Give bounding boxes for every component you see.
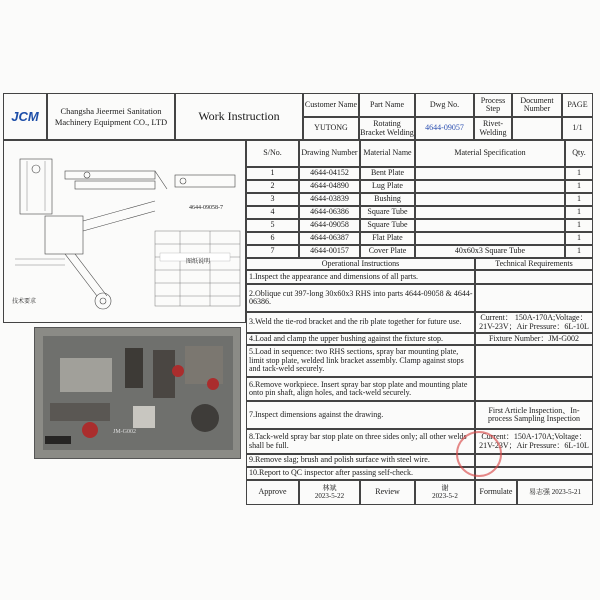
drawing-label-side: 技术要求 xyxy=(12,299,37,305)
bom-cell-drawing: 4644-04890 xyxy=(299,180,360,193)
instruction-step: 7.Inspect dimensions against the drawing. xyxy=(246,401,475,429)
bom-cell-name: Bushing xyxy=(360,193,415,206)
drawing-label-detail: 图纸说明 xyxy=(186,259,211,265)
bom-header-drawing: Drawing Number xyxy=(299,140,360,167)
bom-cell-qty: 1 xyxy=(565,193,593,206)
company-name xyxy=(47,93,175,140)
bom-cell-name: Flat Plate xyxy=(360,232,415,245)
dwg-label: Dwg No. xyxy=(415,93,474,117)
document-value xyxy=(512,117,562,140)
fixture-photo xyxy=(34,327,241,459)
tech-header: Technical Requirements xyxy=(475,258,593,270)
instruction-step: 8.Tack-weld spray bar stop plate on three sides only; all other welds shall be full. xyxy=(246,429,475,454)
photo-label: JM-G002 xyxy=(113,429,137,435)
formulate-label: Formulate xyxy=(475,480,517,505)
bom-header-sno: S/No. xyxy=(246,140,299,167)
instruction-step: 1.Inspect the appearance and dimensions of all parts. xyxy=(246,270,475,284)
bom-cell-sno: 4 xyxy=(246,206,299,219)
drawing-panel xyxy=(3,140,246,323)
bom-cell-qty: 1 xyxy=(565,167,593,180)
page-title: Work Instruction xyxy=(175,93,303,140)
bom-cell-name: Cover Plate xyxy=(360,245,415,258)
drawing-label-title: 4644-09058-7 xyxy=(189,205,223,211)
technical-requirement xyxy=(475,284,593,312)
bom-cell-qty: 1 xyxy=(565,180,593,193)
instruction-step: 3.Weld the tie-rod bracket and the rib plate together for future use. xyxy=(246,312,475,333)
instruction-step: 10.Report to QC inspector after passing self-check. xyxy=(246,467,475,480)
bom-cell-name: Bent Plate xyxy=(360,167,415,180)
bom-cell-name: Lug Plate xyxy=(360,180,415,193)
document-label: Document Number xyxy=(512,93,562,117)
approve-label: Approve xyxy=(246,480,299,505)
bom-cell-drawing: 4644-04152 xyxy=(299,167,360,180)
bom-cell-spec xyxy=(415,167,565,180)
process-value: Rivet-Welding xyxy=(474,117,512,140)
technical-requirement: First Article Inspection、In-process Sampling Inspection xyxy=(475,401,593,429)
bom-cell-qty: 1 xyxy=(565,232,593,245)
bom-cell-spec: 40x60x3 Square Tube xyxy=(415,245,565,258)
approve-signoff: 林斌 2023-5-22 xyxy=(299,480,360,505)
bom-header-qty: Qty. xyxy=(565,140,593,167)
instruction-step: 9.Remove slag; brush and polish surface with steel wire. xyxy=(246,454,475,467)
bom-cell-drawing: 4644-09058 xyxy=(299,219,360,232)
bom-cell-drawing: 4644-03839 xyxy=(299,193,360,206)
instruction-step: 2.Oblique cut 397-long 30x60x3 RHS into parts 4644-09058 & 4644-06386. xyxy=(246,284,475,312)
bom-cell-drawing: 4644-00157 xyxy=(299,245,360,258)
instruction-step: 6.Remove workpiece. Insert spray bar stop plate and mounting plate onto pin shaft, align holes, and tack-weld securely. xyxy=(246,377,475,401)
technical-requirement: Current：150A-170A;Voltage：21V-23V；Air Pressure：6L-10L xyxy=(475,429,593,454)
bom-cell-spec xyxy=(415,219,565,232)
bom-cell-name: Square Tube xyxy=(360,219,415,232)
technical-requirement: Fixture Number：JM-G002 xyxy=(475,333,593,345)
company-seal-stamp xyxy=(456,431,502,477)
part-label: Part Name xyxy=(359,93,415,117)
page-value: 1/1 xyxy=(562,117,593,140)
process-label: Process Step xyxy=(474,93,512,117)
bom-cell-sno: 6 xyxy=(246,232,299,245)
customer-label: Customer Name xyxy=(303,93,359,117)
logo xyxy=(3,93,47,140)
bom-header-material-name: Material Name xyxy=(360,140,415,167)
bom-cell-sno: 2 xyxy=(246,180,299,193)
technical-requirement: Current： 150A-170A;Voltage：21V-23V；Air Pressure：6L-10L xyxy=(475,312,593,333)
customer-value: YUTONG xyxy=(303,117,359,140)
engineering-drawing xyxy=(5,141,245,321)
bom-cell-sno: 3 xyxy=(246,193,299,206)
technical-requirement xyxy=(475,345,593,377)
page-label: PAGE xyxy=(562,93,593,117)
bom-cell-name: Square Tube xyxy=(360,206,415,219)
technical-requirement xyxy=(475,270,593,284)
bom-cell-qty: 1 xyxy=(565,206,593,219)
bom-cell-qty: 1 xyxy=(565,245,593,258)
bom-cell-qty: 1 xyxy=(565,219,593,232)
review-label: Review xyxy=(360,480,415,505)
bom-cell-sno: 5 xyxy=(246,219,299,232)
bom-cell-drawing: 4644-06387 xyxy=(299,232,360,245)
bom-cell-spec xyxy=(415,232,565,245)
logo-text: JCM xyxy=(11,108,39,124)
part-value: Rotating Bracket Welding xyxy=(359,117,415,140)
technical-requirement xyxy=(475,377,593,401)
bom-cell-sno: 1 xyxy=(246,167,299,180)
company-line2: Machinery Equipment CO., LTD xyxy=(54,116,168,127)
bom-cell-drawing: 4644-06386 xyxy=(299,206,360,219)
company-line1: Changsha Jieermei Sanitation xyxy=(60,106,162,117)
dwg-value: 4644-09057 xyxy=(415,117,474,140)
bom-cell-sno: 7 xyxy=(246,245,299,258)
bom-cell-spec xyxy=(415,180,565,193)
bom-header-spec: Material Specification xyxy=(415,140,565,167)
formulate-signoff: 易志强 2023-5-21 xyxy=(517,480,593,505)
bom-cell-spec xyxy=(415,193,565,206)
review-signoff: 谢 2023-5-2 xyxy=(415,480,475,505)
bom-cell-spec xyxy=(415,206,565,219)
instruction-step: 4.Load and clamp the upper bushing against the fixture stop. xyxy=(246,333,475,345)
ops-header: Operational Instructions xyxy=(246,258,475,270)
instruction-step: 5.Load in sequence: two RHS sections, spray bar mounting plate, limit stop plate, welded link bracket assembly. Clamp against stops and tack-weld securely. xyxy=(246,345,475,377)
